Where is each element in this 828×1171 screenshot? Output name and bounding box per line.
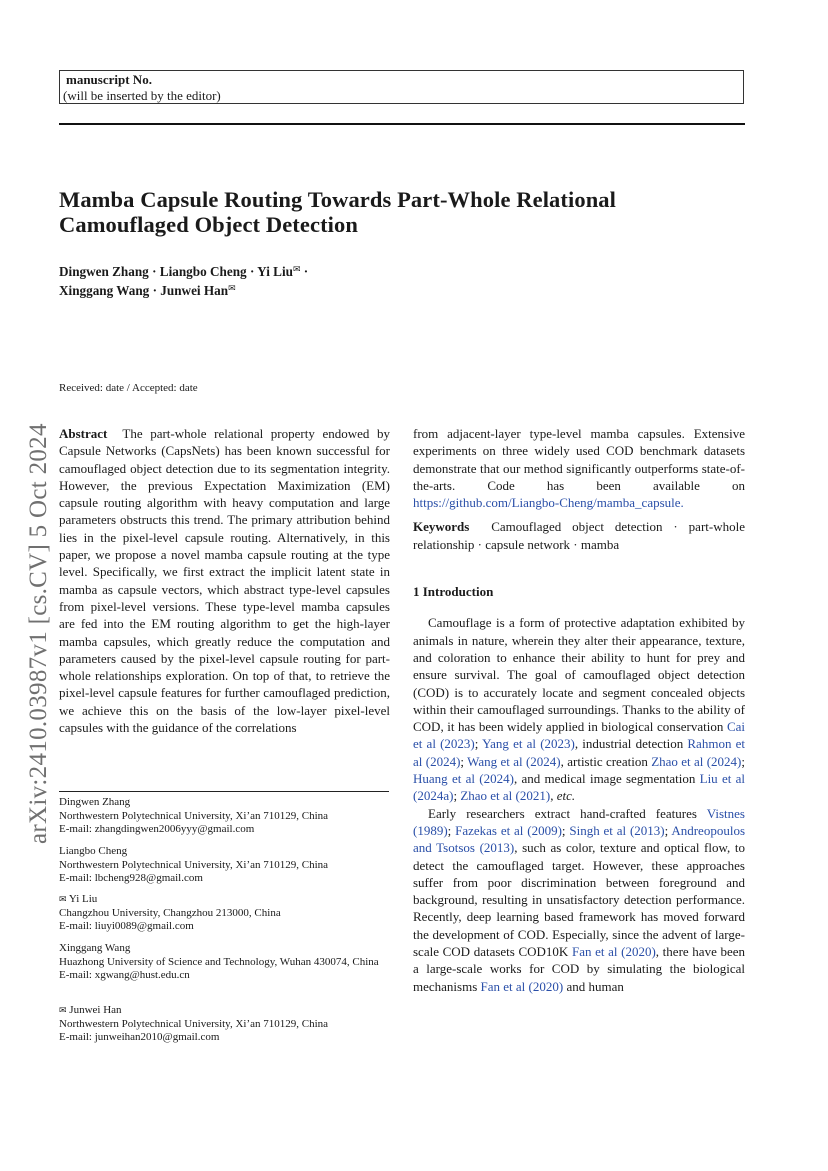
author-list: [59, 261, 459, 299]
editor-note: (will be inserted by the editor): [63, 88, 221, 103]
footnote-email: E-mail: zhangdingwen2006yyy@gmail.com: [59, 823, 255, 836]
citation-link[interactable]: Fan et al (2020): [571, 944, 656, 960]
author-separator: ·: [152, 264, 157, 279]
author-3: Yi Liu: [257, 264, 293, 279]
footnote-name: Junwei Han: [69, 1004, 122, 1016]
abstract-continued: from adjacent-layer type-level mamba capsules. Extensive experiments on three widely used COD benchmark datasets demonstrate that our method significantly outperforms state-of-the-arts. Code has been available on: [413, 426, 745, 493]
citation-link[interactable]: Rahmon et al (2024): [413, 736, 745, 769]
footnote-affiliation: Northwestern Polytechnical University, Xi’an 710129, China: [59, 858, 329, 871]
intro-text: , there have been a large-scale works for COD by simulating the biological mechanisms: [413, 944, 746, 994]
envelope-icon: ✉: [292, 264, 301, 274]
footnote-affiliation: Northwestern Polytechnical University, Xi’an 710129, China: [59, 809, 329, 822]
author-4: Xinggang Wang: [59, 283, 150, 298]
envelope-icon: ✉: [59, 894, 67, 904]
paper-title: [59, 187, 749, 237]
intro-text: , industrial detection: [574, 736, 684, 752]
author-5: Junwei Han: [160, 283, 229, 298]
footnote-rule: [59, 791, 389, 792]
citation-link[interactable]: Vistnes (1989): [413, 805, 745, 838]
footnote-email: E-mail: junweihan2010@gmail.com: [59, 1031, 220, 1044]
citation-link[interactable]: Liu et al (2024a): [413, 771, 746, 804]
received-date: Received: date / Accepted: date: [59, 382, 198, 394]
abstract-left: [59, 425, 390, 736]
title-line-1: Mamba Capsule Routing Towards Part-Whole Relational: [59, 187, 617, 212]
footnote-email: E-mail: lbcheng928@gmail.com: [59, 872, 203, 885]
footnote-author-2: [59, 845, 390, 886]
citation-link[interactable]: Singh et al (2013): [569, 822, 665, 838]
citation-link[interactable]: Fazekas et al (2009): [455, 822, 562, 838]
right-column: from adjacent-layer type-level mamba capsules. Extensive experiments on three widely used COD benchmark datasets demonstrate that our method significantly outperforms state-of-the-arts. Code has been available on https://github.com/Liangbo-Cheng/mamba_capsule. Keywords Camouflaged object detection · part-whole relationship · capsule network · mamba 1 Introduction Camouflage is a form of protective adaptation exhibited by animals in nature, wherein they alter their appearance, texture, and coloration to enhance their ability to hunt for prey and ensure survival. The goal of camouflaged object detection (COD) is to accurately locate and segment concealed objects within their camouflaged surroundings. Thanks to the ability of COD, it has been widely applied in biological conservation Cai et al (2023); Yang et al (2023), industrial detection Rahmon et al (2024); Wang et al (2024), artistic creation Zhao et al (2024); Huang et al (2024), and medical image segmentation Liu et al (2024a); Zhao et al (2021), etc. Early researchers extract hand-crafted features Vistnes (1989); Fazekas et al (2009); Singh et al (2013); Andreopoulos and Tsotsos (2013), such as color, texture and optical flow, to detect the camouflaged target. However, these approaches suffer from poor discrimination between foreground and background, resulting in unsatisfactory detection performance. Recently, deep learning based framework has moved forward the development of COD. Especially, since the advent of large-scale COD datasets COD10K Fan et al (2020), there have been a large-scale works for COD by simulating the biological mechanisms Fan et al (2020) and human: [413, 426, 746, 994]
footnote-author-3: [59, 893, 390, 934]
footnote-email: E-mail: liuyi0089@gmail.com: [59, 920, 194, 933]
envelope-icon: ✉: [228, 283, 236, 293]
author-separator: ·: [152, 283, 157, 298]
footnote-email: E-mail: xgwang@hust.edu.cn: [59, 969, 190, 982]
code-link[interactable]: https://github.com/Liangbo-Cheng/mamba_capsule.: [413, 495, 684, 511]
intro-para-1: Camouflage is a form of protective adaptation exhibited by animals in nature, wherein they alter their appearance, texture, and coloration to enhance their ability to hunt for prey and ensure survival. The goal of camouflaged object detection (COD) is to accurately locate and segment concealed objects within their camouflaged surroundings. Thanks to the ability of COD, it has been widely applied in biological conservation: [413, 615, 745, 735]
author-separator: ·: [249, 264, 255, 279]
citation-link[interactable]: Wang et al (2024): [467, 753, 561, 769]
intro-text: , artistic creation: [560, 753, 648, 769]
citation-link[interactable]: Cai et al (2023): [413, 719, 745, 752]
footnote-name: Dingwen Zhang: [59, 796, 131, 808]
manuscript-number-label: manuscript No.: [66, 72, 152, 87]
envelope-icon: ✉: [59, 1005, 67, 1015]
footnote-name: Liangbo Cheng: [59, 845, 128, 857]
citation-link[interactable]: Huang et al (2024): [413, 771, 514, 787]
abstract-label: Abstract: [59, 426, 108, 441]
author-2: Liangbo Cheng: [159, 264, 247, 279]
intro-text: , such as color, texture and optical flow, to detect the camouflaged target. However, these approaches suffer from poor discrimination between foreground and background, resulting in unsatisfactory detection performance. Recently, deep learning based framework has moved forward the development of COD. Especially, since the advent of large-scale COD datasets COD10K: [413, 840, 746, 960]
citation-link[interactable]: Fan et al (2020): [480, 978, 564, 994]
abstract-text: The part-whole relational property endowed by Capsule Networks (CapsNets) has been known successful for camouflaged object detection due to its segmentation integrity. However, the previous Expectation Maximization (EM) capsule routing algorithm with heavy computation and large parameters obstructs this trend. The primary attribution behind lies in the pixel-level capsule routing. Alternatively, in this paper, we propose a novel mamba capsule routing at the type level. Specifically, we first extract the implicit latent state in mamba as capsule vectors, which abstract type-level capsules from pixel-level versions. These type-level mamba capsules are fed into the EM routing algorithm to get the high-layer mamba capsules, which greatly reduce the computation and parameters caused by the pixel-level capsule routing for part-whole relationships exploration. On top of that, to retrieve the pixel-level capsule features for further camouflaged prediction, we achieve this on the basis of the low-layer pixel-level capsules with the guidance of the correlations: [59, 426, 390, 736]
footnote-name: Xinggang Wang: [59, 942, 131, 954]
arxiv-identifier: arXiv:2410.03987v1 [cs.CV] 5 Oct 2024: [25, 423, 52, 844]
footnote-affiliation: Changzhou University, Changzhou 213000, China: [59, 906, 281, 919]
footnote-author-4: [59, 942, 390, 983]
author-separator: ·: [303, 264, 309, 279]
citation-link[interactable]: Yang et al (2023): [482, 736, 575, 752]
author-1: Dingwen Zhang: [59, 264, 149, 279]
footnote-affiliation: Northwestern Polytechnical University, Xi’an 710129, China: [59, 1017, 329, 1030]
footnote-author-5: [59, 1004, 390, 1045]
intro-text: etc.: [556, 788, 576, 804]
footnote-name: Yi Liu: [68, 893, 98, 905]
footnote-affiliation: Huazhong University of Science and Technology, Wuhan 430074, China: [59, 955, 379, 968]
intro-text: , and medical image segmentation: [513, 771, 696, 787]
keywords-text: Camouflaged object detection · part-whole relationship · capsule network · mamba: [413, 519, 745, 552]
title-line-2: Camouflaged Object Detection: [59, 212, 358, 237]
citation-link[interactable]: Andreopoulos and Tsotsos (2013): [413, 822, 746, 856]
section-heading-introduction: 1 Introduction: [413, 584, 494, 600]
citation-link[interactable]: Zhao et al (2021): [460, 788, 551, 804]
citation-link[interactable]: Zhao et al (2024): [651, 753, 742, 769]
keywords-label: Keywords: [413, 519, 470, 535]
header-rule: [59, 123, 745, 125]
intro-text: and human: [566, 978, 624, 994]
intro-para-2: Early researchers extract hand-crafted features: [428, 805, 697, 821]
footnote-author-1: [59, 796, 390, 837]
